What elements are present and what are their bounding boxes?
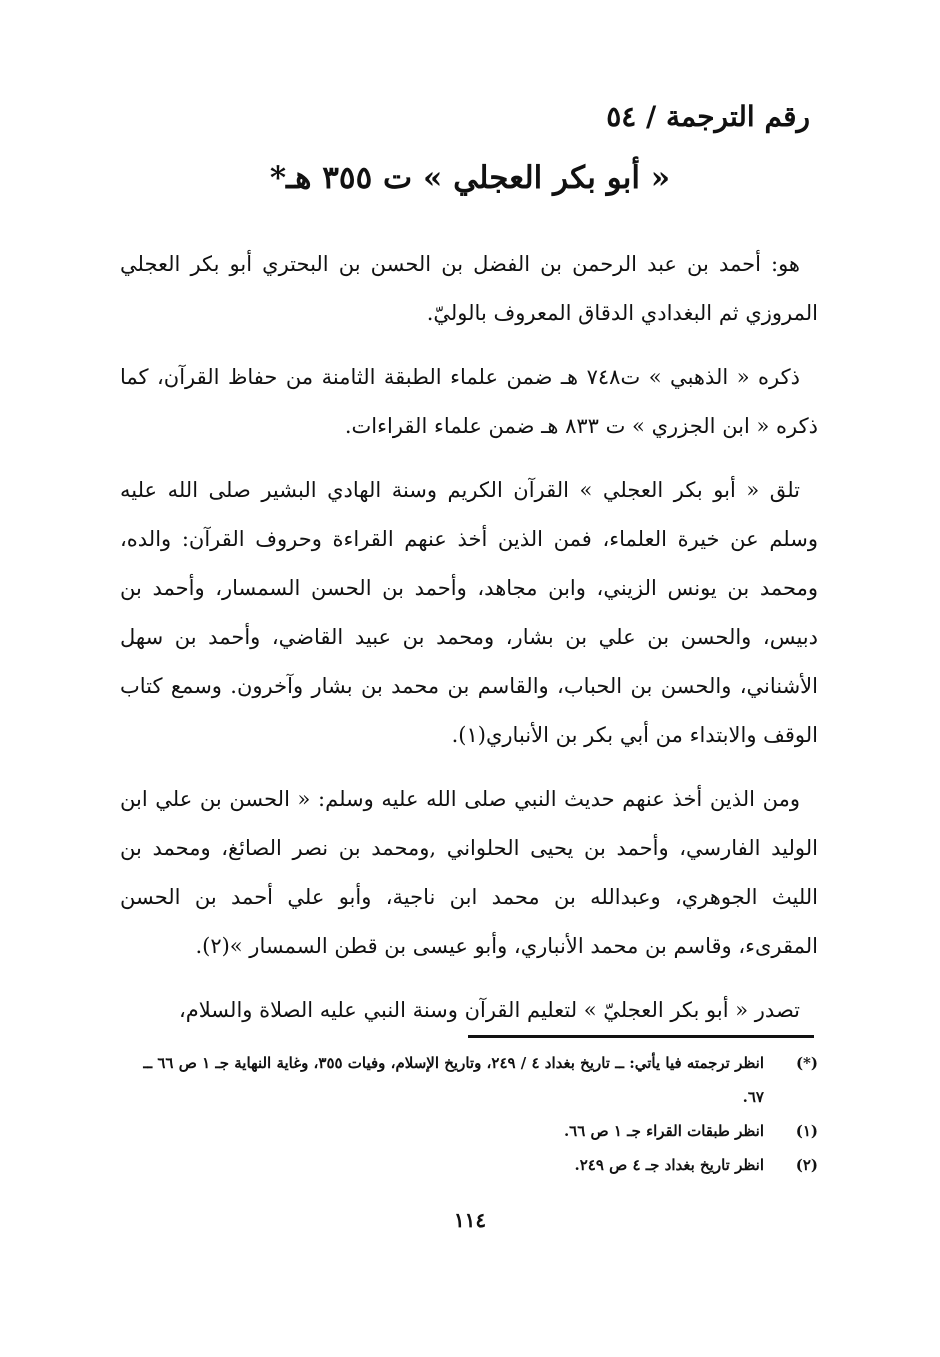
entry-number-header: رقم الترجمة / ٥٤ (606, 100, 810, 133)
footnotes (120, 1046, 818, 1182)
paragraph-text: تلق « أبو بكر العجلي » القرآن الكريم وسنة الهادي البشير صلى الله عليه وسلم عن خيرة العلماء، فمن الذين أخذ عنهم القراءة وحروف القرآن: والده، ومحمد بن يونس الزيني، وابن مجاهد، وأحمد بن الحسن السمسار، وأحمد بن دبيس، والحسن بن علي بن بشار، ومحمد بن عبيد القاضي، وأحمد بن سهل الأشناني، والحسن بن الحباب، والقاسم بن محمد بن بشار وآخرون. وسمع كتاب الوقف والابتداء من أبي بكر بن الأنباري(١). (120, 478, 818, 747)
footnote (120, 1046, 818, 1114)
paragraph-text: تصدر « أبو بكر العجليّ » لتعليم القرآن وسنة النبي عليه الصلاة والسلام، (179, 998, 800, 1022)
footnote-marker: (٢) (795, 1156, 818, 1174)
footnote-text: انظر تاريخ بغداد جـ ٤ ص ٢٤٩. (574, 1156, 764, 1174)
body-text (120, 240, 818, 1050)
paragraph-text: هو: أحمد بن عبد الرحمن بن الفضل بن الحسن بن البحتري أبو بكر العجلي المروزي ثم البغدادي الدقاق المعروف بالوليّ. (120, 252, 818, 325)
paragraph-text: ذكره « الذهبي » ت٧٤٨ هـ ضمن علماء الطبقة الثامنة من حفاظ القرآن، كما ذكره « ابن الجزري » ت ٨٣٣ هـ ضمن علماء القراءات. (120, 365, 818, 438)
paragraph (120, 466, 818, 760)
paragraph-text: ومن الذين أخذ عنهم حديث النبي صلى الله عليه وسلم: « الحسن بن علي ابن الوليد الفارسي، وأحمد بن يحيى الحلواني ,ومحمد بن نصر الصائغ، ومحمد بن الليث الجوهري، وعبدالله بن محمد ابن ناجية، وأبو علي أحمد بن الحسن المقرىء، وقاسم بن محمد الأنباري، وأبو عيسى بن قطن السمسار »(٢). (120, 787, 818, 958)
entry-title: « أبو بكر العجلي » ت ٣٥٥ هـ* (269, 160, 671, 196)
footnote (120, 1148, 818, 1182)
footnote-text: انظر طبقات القراء جـ ١ ص ٦٦. (563, 1122, 764, 1140)
footnote (120, 1114, 818, 1148)
footnote-marker: (*) (795, 1054, 818, 1072)
paragraph (120, 353, 818, 451)
footnote-text: انظر ترجمته فيا يأتي: ــ تاريخ بغداد ٤ / ٢٤٩، وتاريخ الإسلام، وفيات ٣٥٥، وغاية النهاية جـ ١ ص ٦٦ ــ ٦٧. (143, 1054, 764, 1106)
footnote-divider (468, 1035, 814, 1038)
paragraph (120, 240, 818, 338)
paragraph (120, 775, 818, 971)
paragraph (120, 986, 818, 1035)
page-number: ١١٤ (453, 1208, 487, 1232)
footnote-marker: (١) (795, 1122, 818, 1140)
